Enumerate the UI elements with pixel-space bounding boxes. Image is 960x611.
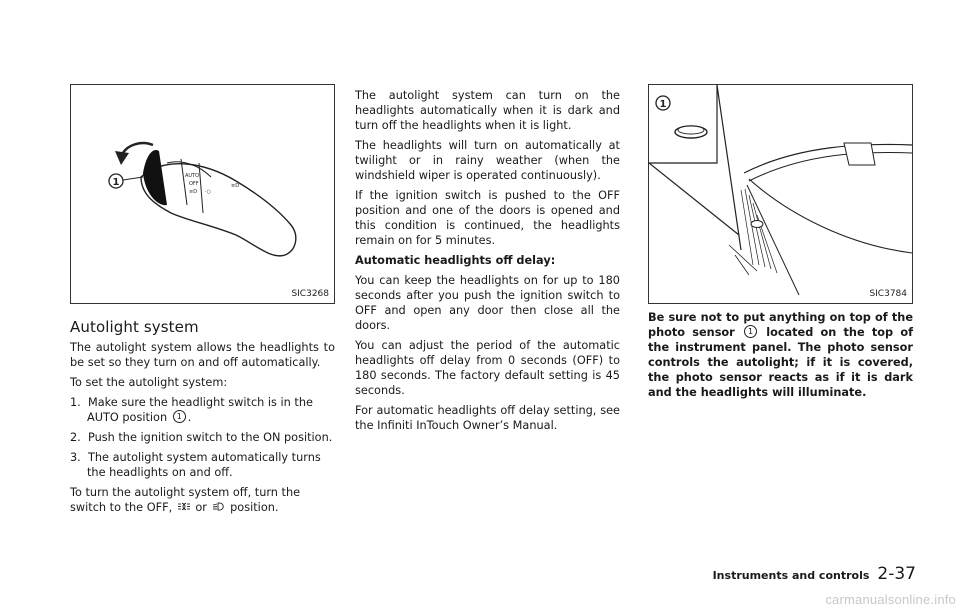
setup-label: To set the autolight system: (70, 376, 228, 389)
svg-text:OFF: OFF (189, 181, 199, 187)
svg-text:≡D: ≡D (231, 183, 240, 189)
figure2-callout: 1 (659, 99, 667, 110)
list-item: 3. The autolight system automatically turns the headlights on and off. (70, 451, 321, 479)
list-item: 1. Make sure the headlight switch is in the AUTO position 1 . (70, 396, 313, 424)
section-heading: Autolight system (70, 318, 199, 336)
turn-off-paragraph: To turn the autolight system off, turn the switch to the OFF, or position. (70, 486, 301, 514)
parking-light-icon (177, 502, 191, 511)
callout-marker: 1 (173, 410, 186, 423)
svg-text:·○: ·○ (205, 189, 211, 195)
headlight-stalk-illustration (71, 85, 334, 303)
photo-sensor-figure (648, 84, 913, 304)
section-title: Instruments and controls (712, 569, 870, 582)
callout-marker: 1 (744, 325, 757, 338)
headlight-icon (212, 502, 226, 511)
paragraph: The autolight system can turn on the headlights automatically when it is dark and turn off the headlights when it is light. (355, 89, 620, 132)
warning-paragraph: Be sure not to put anything on top of the photo sensor 1 located on the top of the instrument panel. The photo sensor controls the autolight; if it is covered, the photo sensor reacts as if it is dark and the headlights will illuminate. (648, 311, 913, 399)
svg-text:≡D: ≡D (189, 189, 198, 195)
page-footer (713, 564, 916, 584)
paragraph: You can adjust the period of the automatic headlights off delay from 0 seconds (OFF) to 180 seconds. The factory default setting is 45 seconds. (355, 339, 620, 397)
paragraph: The headlights will turn on automatically at twilight or in rainy weather (when the windshield wiper is operated continuously). (355, 139, 620, 182)
column-middle (355, 88, 620, 438)
column-left (70, 84, 335, 520)
intro-paragraph: The autolight system allows the headlights to be set so they turn on and off automatically. (70, 341, 335, 369)
figure1-callout: 1 (112, 177, 120, 188)
svg-text:AUTO: AUTO (185, 173, 200, 179)
photo-sensor-illustration (649, 85, 912, 303)
column-right (648, 84, 913, 405)
figure-code: SIC3784 (869, 289, 907, 299)
headlight-switch-figure (70, 84, 335, 304)
paragraph: If the ignition switch is pushed to the OFF position and one of the doors is opened and this condition is continued, the headlights remain on for 5 minutes. (355, 189, 620, 247)
paragraph: For automatic headlights off delay setting, see the Infiniti InTouch Owner’s Manual. (355, 404, 620, 432)
paragraph: You can keep the headlights on for up to 180 seconds after you push the ignition switch to OFF and open any door then close all the doors. (355, 274, 620, 332)
subheading: Automatic headlights off delay: (355, 254, 556, 267)
page-number: 2-37 (877, 564, 916, 584)
watermark: carmanualsonline.info (825, 592, 956, 607)
figure-code: SIC3268 (291, 289, 329, 299)
list-item: 2. Push the ignition switch to the ON position. (70, 431, 333, 444)
